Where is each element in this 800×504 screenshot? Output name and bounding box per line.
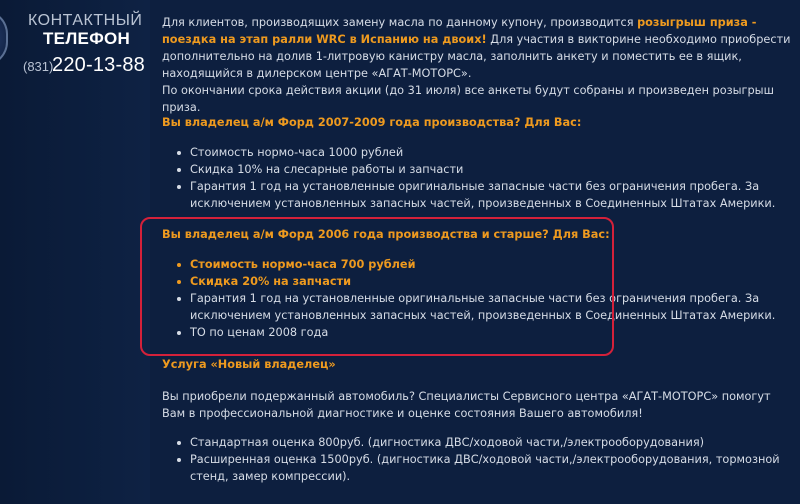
section-2007-heading: Вы владелец а/м Форд 2007-2009 года производства? Для Вас: <box>162 116 582 129</box>
list-item-highlight: Стоимость нормо-часа 700 рублей <box>162 256 782 273</box>
phone-code: (831) <box>23 59 54 74</box>
highlight-frame <box>140 217 614 356</box>
list-item: Гарантия 1 год на установленные оригинальные запасные части без ограничения пробега. За исключением установленных запасных частей, произведенных в Соединенных Штатах Америки. <box>162 178 782 212</box>
draw-paragraph: По окончании срока действия акции (до 31 июля) все анкеты будут собраны и произведен розыгрыш приза. <box>162 84 774 114</box>
section-2006-heading: Вы владелец а/м Форд 2006 года производства и старше? Для Вас: <box>162 228 610 241</box>
contact-label: КОНТАКТНЫЙ <box>28 12 143 29</box>
sidebar <box>0 0 150 504</box>
intro-paragraph <box>162 14 800 82</box>
list-item-highlight: Скидка 20% на запчасти <box>162 273 782 290</box>
prize-highlight: розыгрыш приза - поездка на этап ралли WRC в Испанию на двоих! <box>162 16 757 46</box>
new-owner-paragraph: Вы приобрели подержанный автомобиль? Специалисты Сервисного центра «АГАТ-МОТОРС» помогут Вам в профессиональной диагностике и оценке состояния Вашего автомобиля! <box>162 390 771 420</box>
new-owner-list <box>162 434 782 485</box>
list-item: Стандартная оценка 800руб. (дигностика ДВС/ходовой части,/электрооборудования) <box>162 434 782 451</box>
list-item: Расширенная оценка 1500руб. (дигностика ДВС/ходовой части,/электрооборудования, тормозной стенд, замер компрессии). <box>162 451 782 485</box>
logo-emblem-icon <box>0 10 8 66</box>
contact-phone-label: ТЕЛЕФОН <box>43 29 131 48</box>
intro-text-1: Для клиентов, производящих замену масла по данному купону, производится <box>162 16 638 29</box>
intro-text-2: Для участия в викторине необходимо приобрести дополнительно на долив 1-литровую канистру масла, заполнить анкету и поместить ее в ящик, находящийся в дилерском центре «АГАТ-МОТОРС». <box>162 33 791 80</box>
section-2007-list <box>162 144 782 212</box>
list-item: ТО по ценам 2008 года <box>162 324 782 341</box>
list-item: Гарантия 1 год на установленные оригинальные запасные части без ограничения пробега. За исключением установленных запасных частей, произведенных в Соединенных Штатах Америки. <box>162 290 782 324</box>
new-owner-heading: Услуга «Новый владелец» <box>162 358 336 371</box>
list-item: Стоимость нормо-часа 1000 рублей <box>162 144 782 161</box>
phone-number[interactable]: 220-13-88 <box>52 54 145 76</box>
list-item: Скидка 10% на слесарные работы и запчасти <box>162 161 782 178</box>
